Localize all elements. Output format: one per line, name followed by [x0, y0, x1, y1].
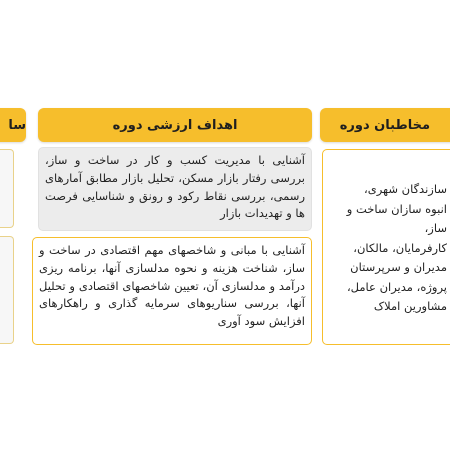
- column-header-left: [0, 108, 26, 142]
- audience-line: کارفرمایان، مالکان،: [353, 240, 447, 255]
- column-header-goals-label: اهداف ارزشی دوره: [112, 117, 238, 133]
- column-header-audience: [320, 108, 450, 142]
- column-header-audience-label: مخاطبان دوره: [339, 117, 430, 133]
- column-header-left-label: سا: [8, 117, 26, 133]
- goals-cell-2: [32, 237, 312, 345]
- audience-cell: [322, 149, 450, 345]
- goals-text-2: آشنایی با مبانی و شاخصهای مهم اقتصادی در ساخت و ساز، شناخت هزینه و نحوه مدلسازی آنها، برنامه ریزی درآمد و مدلسازی آن، تعیین شاخصهای اقتصادی و تحلیل آنها، بررسی سناریوهای سرمایه گذاری و راهکارهای افزایش سود آوری: [39, 243, 305, 329]
- audience-line: انبوه سازان ساخت و ساز،: [346, 201, 447, 236]
- audience-line: سازندگان شهری،: [363, 182, 447, 196]
- goals-cell-1: [38, 147, 312, 231]
- audience-line: مدیران و سرپرستان: [350, 260, 447, 275]
- left-column-cell-top: [0, 149, 14, 228]
- audience-line: مشاورین املاک: [373, 299, 447, 314]
- left-column-cell-bottom: [0, 236, 14, 344]
- column-header-goals: [38, 108, 312, 142]
- audience-line: پروژه، مدیران عامل،: [346, 279, 447, 294]
- goals-text-1: آشنایی با مدیریت کسب و کار در ساخت و ساز، بررسی رفتار بازار مسکن، تحلیل بازار مطابق آمارهای رسمی، بررسی نقاط رکود و رونق و شناسایی فرصت ها و تهدیدات بازار: [45, 153, 305, 221]
